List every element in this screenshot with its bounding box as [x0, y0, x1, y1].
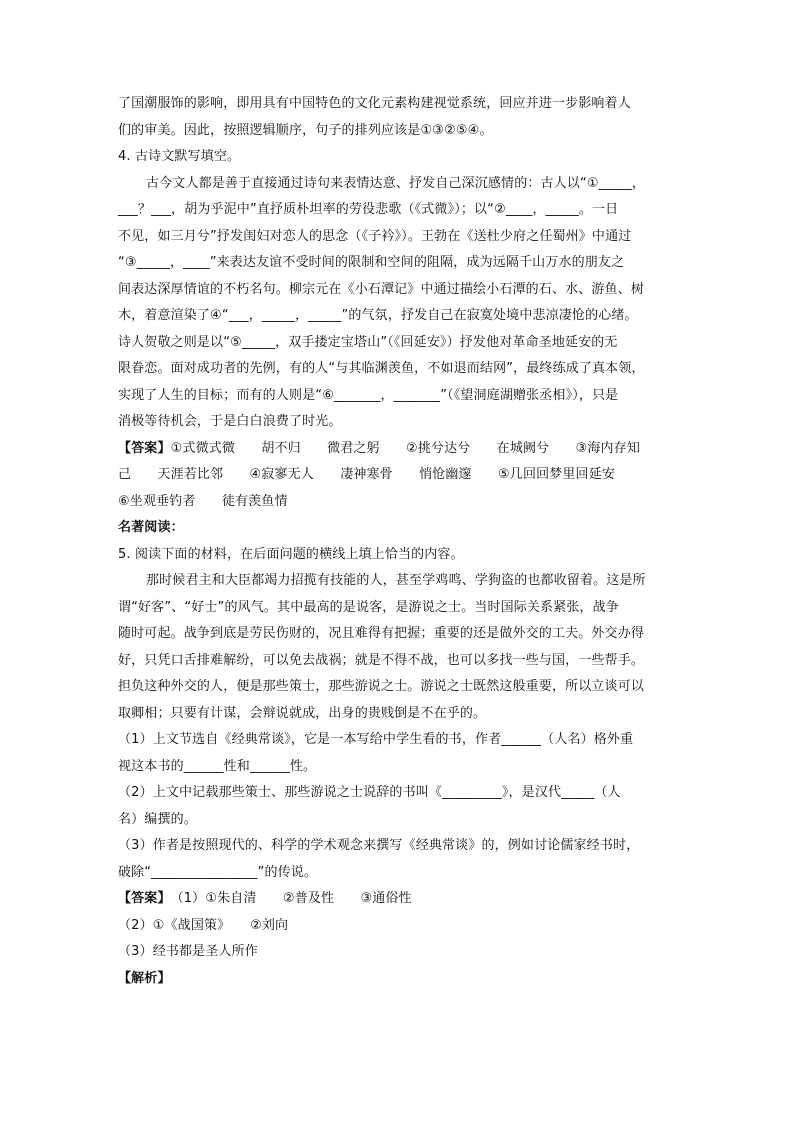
text-line: 木，着意渲染了④“___，_____，_____”的气氛，抒发自己在寂寞处境中悲凉凄怆的心绪。: [118, 308, 638, 323]
question-line: （2）上文中记载那些策士、那些游说之士说辞的书叫《_________》，是汉代_____（人: [118, 785, 621, 800]
text-line: “③_____，____”来表达友谊不受时间的限制和空间的阻隔，成为远隔千山万水的朋友之: [118, 255, 625, 270]
question-5-title: 5. 阅读下面的材料，在后面问题的横线上填上恰当的内容。: [118, 546, 464, 562]
section-heading: 名著阅读：: [118, 520, 184, 535]
text-line: 诗人贺敬之则是以“⑤_____，双手搂定宝塔山”（《回延安》）抒发他对革命圣地延安的无: [118, 334, 618, 350]
answer-text: ①式微式微 胡不归 微君之躬 ②挑兮达兮 在城阙兮 ③海内存知: [170, 440, 640, 456]
question-line: 名）编撰的。: [118, 811, 197, 827]
text-line: 们的审美。因此，按照逻辑顺序，句子的排列应该是①③②⑤④。: [118, 122, 493, 138]
answer-text: ⑥坐观垂钓者 徒有羡鱼情: [118, 493, 288, 509]
question-line: （1）上文节选自《经典常谈》，它是一本写给中学生看的书，作者______（人名）格外重: [118, 732, 634, 747]
text-line: 好，只凭口舌排难解纷，可以免去战祸；就是不得不战，也可以多找一些与国，一些帮手。: [118, 652, 645, 668]
answer-label: 【答案】: [118, 440, 171, 456]
answer-text: （1）①朱自清 ②普及性 ③通俗性: [170, 891, 412, 906]
text-line: 间表达深厚情谊的不朽名句。柳宗元在《小石潭记》中通过描绘小石潭的石、水、游鱼、树: [118, 281, 645, 297]
text-line: 担负这种外交的人，便是那些策士，那些游说之士。游说之士既然这般重要，所以立谈可以: [118, 679, 645, 694]
text-line: 实现了人生的目标；而有的人则是“⑥_______，_______”（《望洞庭湖赠张丞相》），只是: [118, 387, 619, 403]
text-line: 限眷恋。面对成功者的先例，有的人“与其临渊羡鱼，不如退而结网”，最终练成了真本领，: [118, 361, 645, 376]
document-page: [118, 92, 678, 993]
text-line: 那时候君主和大臣都竭力招揽有技能的人，甚至学鸡鸣、学狗盗的也都收留着。这是所: [146, 573, 646, 588]
answer-line: [118, 437, 678, 464]
text-line: 消极等待机会，于是白白浪费了时光。: [118, 414, 342, 429]
text-line: ___？___，胡为乎泥中”直抒质朴坦率的劳役悲歌（《式微》）；以“②____，_____。一日: [118, 202, 619, 217]
analysis-label: 【解析】: [118, 970, 171, 986]
text-line: 了国潮服饰的影响，即用具有中国特色的文化元素构建视觉系统，回应并进一步影响着人: [118, 96, 631, 111]
question-line: （3）作者是按照现代的、科学的学术观念来撰写《经典常谈》的，例如讨论儒家经书时，: [118, 838, 640, 853]
question-line: 破除“________________”的传说。: [118, 864, 318, 880]
answer-text: （3）经书都是圣人所作: [118, 944, 258, 959]
text-line: 谓“好客”、“好士”的风气。其中最高的是说客，是游说之士。当时国际关系紧张，战争: [118, 599, 619, 615]
answer-line: [118, 887, 678, 914]
text-line: 不见，如三月兮”抒发闺妇对恋人的思念（《子衿》）。王勃在《送杜少府之任蜀州》中通过: [118, 228, 632, 244]
question-line: 视这本书的______性和______性。: [118, 758, 317, 774]
text-line: 随时可起。战争到底是劳民伤财的，况且难得有把握；重要的还是做外交的工夫。外交办得: [118, 626, 645, 641]
text-line: 古今文人都是善于直接通过诗句来表情达意、抒发自己深沉感情的：古人以“①_____，: [146, 175, 646, 191]
answer-text: （2）①《战国策》 ②刘向: [118, 917, 289, 933]
answer-label: 【答案】: [118, 891, 171, 906]
text-line: 取卿相；只要有计谋，会辩说就成，出身的贵贱倒是不在乎的。: [118, 705, 487, 721]
answer-text: 己 天涯若比邻 ④寂寥无人 凄神寒骨 悄怆幽邃 ⑤几回回梦里回延安: [118, 467, 616, 482]
question-4-title: 4. 古诗文默写填空。: [118, 149, 241, 164]
